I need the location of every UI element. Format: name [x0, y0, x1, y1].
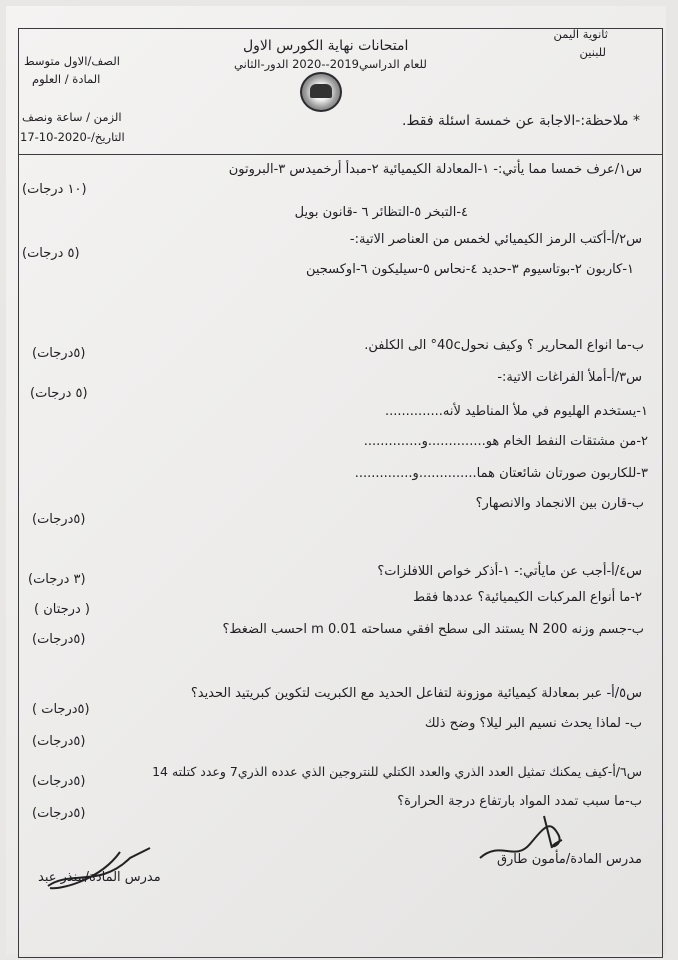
header-divider — [18, 154, 663, 155]
q2b-line: ب-ما انواع المحارير ؟ وكيف نحول40c° الى الكلفن. — [364, 338, 644, 353]
teacher-left: مدرس المادة/منذر عبد — [38, 870, 161, 885]
q2-marks: (٥ درجات) — [22, 246, 80, 261]
q2-line2: ١-كاربون ٢-بوتاسيوم ٣-حديد ٤-نحاس ٥-سيليكون ٦-اوكسجين — [305, 262, 634, 277]
q6-line1: س٦/أ-كيف يمكنك تمثيل العدد الذري والعدد الكتلي للنتروجين الذي عدده الذري7 وعدد كتلته 14 — [152, 764, 642, 779]
q3-line1: س٣/أ-أملأ الفراغات الاتية:- — [497, 370, 642, 385]
q3-marks: (٥ درجات) — [30, 386, 88, 401]
q1-marks: (١٠ درجات) — [22, 182, 87, 197]
q6-line2: ب-ما سبب تمدد المواد بارتفاع درجة الحرارة؟ — [397, 794, 642, 809]
time-label: الزمن / ساعة ونصف — [22, 110, 122, 124]
teacher-right: مدرس المادة/مأمون طارق — [496, 852, 642, 867]
q6-marks1: (٥درجات) — [32, 774, 86, 789]
q5-line1: س٥/أ- عبر بمعادلة كيميائية موزونة لتفاعل الحديد مع الكبريت لتكوين كبريتيد الحديد؟ — [190, 686, 642, 701]
q4-marks1: (٣ درجات) — [28, 572, 86, 587]
school-seal-logo — [300, 72, 342, 112]
date-label: التاريخ/-2020-10-17 — [20, 130, 125, 144]
q3b-marks: (٥درجات) — [32, 512, 86, 527]
q4-line1: س٤/أ-أجب عن مايأتي:- ١-أذكر خواص اللافلزات؟ — [377, 564, 642, 579]
q4b-marks: (٥درجات) — [32, 632, 86, 647]
q6-marks2: (٥درجات) — [32, 806, 86, 821]
q3-line4: ٣-للكاربون صورتان شائعتان هما..............و.............. — [354, 466, 648, 481]
exam-year: للعام الدراسي2019--2020 الدور-الثاني — [234, 57, 427, 71]
q5-marks1: (٥درجات ) — [32, 702, 90, 717]
q1-line2: ٤-التبخر ٥-التظائر ٦ -قانون بويل — [294, 205, 468, 220]
q3-line3: ٢-من مشتقات النفط الخام هو..............و.............. — [363, 434, 648, 449]
q2b-marks: (٥درجات) — [32, 346, 86, 361]
subject-label: المادة / العلوم — [32, 72, 101, 86]
q3-line2: ١-يستخدم الهليوم في ملأ المناطيد لأنه.............. — [385, 404, 648, 419]
exam-title: امتحانات نهاية الكورس الاول — [243, 38, 409, 54]
school-sub: للبنين — [579, 45, 606, 59]
q4b-line: ب-جسم وزنه 200 N يستند الى سطح افقي مساحته 0.01 m احسب الضغط؟ — [222, 622, 644, 637]
school-name: ثانوية اليمن — [553, 27, 608, 41]
q3b-line: ب-قارن بين الانجماد والانصهار؟ — [475, 496, 644, 511]
q4-line2: ٢-ما أنواع المركبات الكيميائية؟ عددها فقط — [413, 590, 642, 605]
q2-line1: س٢/أ-أكتب الرمز الكيميائي لخمس من العناصر الاتية:- — [349, 232, 642, 247]
q5-line2: ب- لماذا يحدث نسيم البر ليلا؟ وضح ذلك — [424, 716, 642, 731]
exam-note: * ملاحظة:-الاجابة عن خمسة اسئلة فقط. — [402, 113, 640, 129]
q4-marks2: ( درجتان ) — [34, 602, 90, 617]
q1-line1: س١/عرف خمسا مما يأتي:- ١-المعادلة الكيميائية ٢-مبدأ أرخميدس ٣-البروتون — [228, 162, 642, 177]
grade-label: الصف/الاول متوسط — [24, 54, 120, 68]
q5-marks2: (٥درجات) — [32, 734, 86, 749]
